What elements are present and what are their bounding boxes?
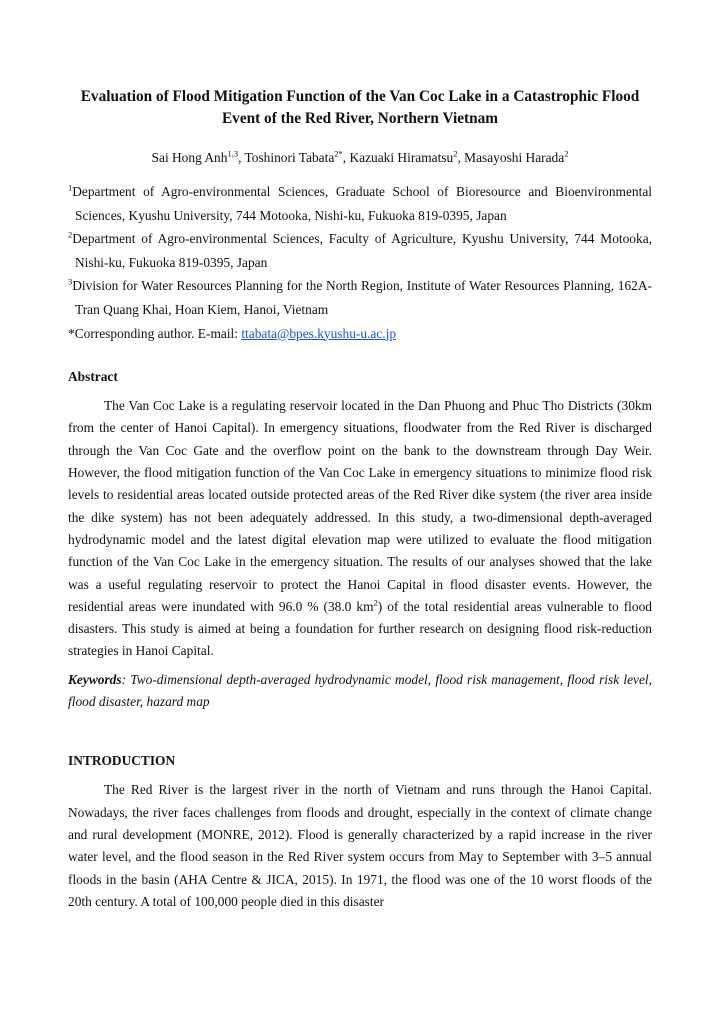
affiliation-text: Department of Agro-environmental Sciences, Faculty of Agriculture, Kyushu University, 744 Motooka, Nishi-ku, Fukuoka 819-0395, Japan <box>72 231 652 270</box>
keywords <box>68 669 652 714</box>
author-affiliation-mark: 2* <box>334 148 343 159</box>
affiliation-number: 3 <box>68 276 73 287</box>
affiliation-number: 1 <box>68 182 73 193</box>
introduction-text: The Red River is the largest river in the north of Vietnam and runs through the Hanoi Capital. Nowadays, the river faces challenges from floods and drought, especially in the context of climate change and rural development (MONRE, 2012). Flood is generally characterized by a rapid increase in the river water level, and the flood season in the Red River system occurs from May to September with 3–5 annual floods in the basin (AHA Centre & JICA, 2015). In 1971, the flood was one of the 10 worst floods of the 20th century. A total of 100,000 people died in this disaster <box>68 782 652 909</box>
introduction-heading: INTRODUCTION <box>68 753 176 769</box>
keywords-text: : Two-dimensional depth-averaged hydrodynamic model, flood risk management, flood risk level, flood disaster, hazard map <box>68 671 652 710</box>
author-affiliation-mark: 1,3 <box>227 148 239 159</box>
author-name: Sai Hong Anh <box>151 150 228 165</box>
author-affiliation-mark: 2 <box>453 148 458 159</box>
author-name: Toshinori Tabata <box>244 150 335 165</box>
paper-title: Evaluation of Flood Mitigation Function of the Van Coc Lake in a Catastrophic Flood Event of the Red River, Northern Vietnam <box>80 88 640 127</box>
author-name: Masayoshi Harada <box>464 150 565 165</box>
abstract-text-part: The Van Coc Lake is a regulating reservoir located in the Dan Phuong and Phuc Tho Districts (30km from the center of Hanoi Capital). In emergency situations, floodwater from the Red River is discharged through the Van Coc Gate and the overflow point on the bank to the downstream through Day Weir. However, the flood mitigation function of the Van Coc Lake in emergency situations to minimize flood risk levels to residential areas located outside protected areas of the Red River dike system (the river area inside the dike system) has not been adequately addressed. In this study, a two-dimensional depth-averaged hydrodynamic model and the latest digital elevation map were utilized to evaluate the flood mitigation function of the Van Coc Lake in the emergency situation. The results of our analyses showed that the lake was a useful regulating reservoir to protect the Hanoi Capital in flood disaster events. However, the residential areas were inundated with 96.0 % (38.0 km <box>68 398 652 614</box>
author-affiliation-mark: 2 <box>564 148 569 159</box>
abstract-text-part: ) of the total residential areas vulnerable to flood disasters. This study is aimed at being a foundation for further research on designing flood risk-reduction strategies in Hanoi Capital. <box>68 598 652 659</box>
superscript: 2 <box>373 597 378 608</box>
affiliation-number: 2 <box>68 229 73 240</box>
email-link[interactable]: ttabata@bpes.kyushu-u.ac.jp <box>241 325 397 341</box>
affiliation-text: Division for Water Resources Planning for the North Region, Institute of Water Resources Planning, 162A-Tran Quang Khai, Hoan Kiem, Hanoi, Vietnam <box>72 278 652 317</box>
corresponding-author <box>68 322 652 346</box>
affiliation-3 <box>68 274 652 321</box>
author-separator: , <box>457 150 465 165</box>
author-list <box>68 148 652 168</box>
affiliation-text: Department of Agro-environmental Sciences, Graduate School of Bioresource and Bioenvironmental Sciences, Kyushu University, 744 Motooka, Nishi-ku, Fukuoka 819-0395, Japan <box>72 184 652 223</box>
author-separator: , <box>342 150 350 165</box>
abstract-heading: Abstract <box>68 369 118 385</box>
affiliation-1 <box>68 180 652 227</box>
keywords-label: Keywords <box>68 671 122 687</box>
corresponding-label: *Corresponding author. E-mail: <box>68 325 242 341</box>
author-separator: , <box>238 150 245 165</box>
author-name: Kazuaki Hiramatsu <box>349 150 454 165</box>
abstract-text <box>68 395 652 663</box>
affiliation-2 <box>68 227 652 274</box>
